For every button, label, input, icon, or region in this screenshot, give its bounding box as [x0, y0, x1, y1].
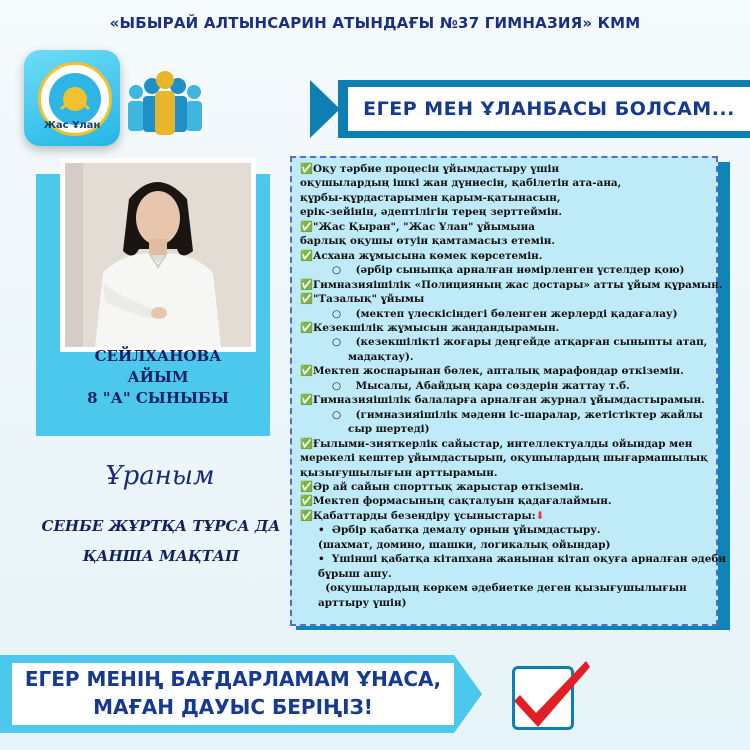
program-item: ✅Гимназияішілік балаларға арналған журнал ұйымдастырамын. [300, 394, 705, 407]
check-icon: ✅ [300, 495, 313, 508]
program-item: ✅Гимназияішілік «Полицияның жас достары» атты ұйым құрамын. [300, 278, 723, 291]
program-subitem: ○ (кезекшілікті жоғары деңгейде атқарған сыныпты атап, [332, 336, 708, 349]
program-bullet-item: • Әрбір қабатқа демалу орнын ұйымдастыру. [318, 524, 601, 537]
circle-bullet-icon: ○ [332, 379, 342, 392]
program-list: ✅Оқу тәрбие процесін ұйымдастыру үшін оқушылардың ішкі жан дүниесін, қабілетін ата-ана, құрбы-құрдастарымен қарым-қатынасын, ерік-зейінін, әдептілігін терең зерттеймін. ✅"Жас Қыран", "Жас Ұлан" ұйымына барлық оқушы өтуін қамтамасыз етемін. ✅Асхана жұмысына көмек көрсетемін. ○ (әрбір сыныпқа арналған нөмірленген үстелдер қою) ✅Гимназияішілік «Полицияның жас достары» атты ұйым құрамын. ✅"Тазалық" ұйымы ○ (мектеп үлескісіндегі бөленген жерлерді қадағалау) ✅Кезекшілік жұмысын жандандырамын. ○ (кезекшілікті жоғары деңгейде атқарған сыныпты атап, мадақтау). ✅Мектеп жоспарынан бөлек, апталық марафондар өткіземін. ○ Мысалы, Абайдың қара сөздерін жаттау т.б. ✅Гимназияішілік балаларға арналған журнал ұйымдастырамын. ○ (гимназияішілік мәдени іс-шаралар, жетістіктер жайлы сыр шертеді) ✅Ғылыми-зияткерлік сайыстар, интеллектуалды ойындар мен мерекелі кештер ұйымдастырып, оқушылардың шығармашылық қызығушылығын арттырамын. ✅Әр ай сайын спорттық жарыстар өткіземін. ✅Мектеп формасының сақталуын қадағалаймын. ✅Қабаттарды безендіру ұсыныстары:⬇ • Әрбір қабатқа демалу орнын ұйымдастыру. (шахмат, домино, шашки, логикалық ойындар) • Үшінші қабатқа кітапхана жанынан кітап оқуға арналған әдеби бұрыш ашу. (оқушылардың көркем әдебиетке деген қызығушылығын арттыру үшін) [300, 163, 726, 609]
candidate-firstname: АЙЫМ [127, 368, 189, 386]
check-icon: ✅ [300, 163, 313, 175]
candidate-photo [60, 158, 256, 352]
program-item: ✅Мектеп формасының сақталуын қадағалаймын. [300, 495, 612, 508]
program-banner-text: ЕГЕР МЕН ҰЛАНБАСЫ БОЛСАМ... [363, 98, 735, 120]
check-icon: ✅ [300, 321, 313, 334]
check-icon: ✅ [300, 278, 313, 291]
vote-banner-line-1: ЕГЕР МЕНІҢ БАҒДАРЛАМАМ ҰНАСА, [24, 667, 442, 691]
check-icon: ✅ [300, 365, 313, 378]
candidate-portrait [65, 163, 251, 347]
arrow-down-icon: ⬇ [535, 509, 545, 522]
candidate-class: 8 "А" СЫНЫБЫ [87, 389, 229, 407]
vote-banner-line-2: МАҒАН ДАУЫС БЕРІҢІЗ! [93, 695, 373, 719]
check-icon: ✅ [300, 480, 313, 493]
check-icon: ✅ [300, 394, 313, 407]
bullet-icon: • [318, 553, 325, 566]
vote-banner [0, 655, 482, 733]
program-bullet-item: • Үшінші қабатқа кітапхана жанынан кітап оқуға арналған әдеби [318, 553, 726, 566]
circle-bullet-icon: ○ [332, 408, 342, 421]
circle-bullet-icon: ○ [332, 336, 342, 349]
check-icon: ✅ [300, 220, 313, 233]
motto-line-2: ҚАНША МАҚТАП [82, 547, 240, 565]
program-banner [310, 80, 750, 138]
program-subitem: ○ (мектеп үлескісіндегі бөленген жерлерді қадағалау) [332, 307, 678, 320]
circle-bullet-icon: ○ [332, 307, 342, 320]
candidate-surname: СЕЙЛХАНОВА [94, 347, 222, 365]
program-item: ✅Мектеп жоспарынан бөлек, апталық марафондар өткіземін. [300, 365, 684, 378]
program-subitem: ○ (гимназияішілік мәдени іс-шаралар, жетістіктер жайлы [332, 408, 703, 421]
logo-label: Жас Ұлан [43, 120, 101, 131]
candidate-name [60, 346, 256, 409]
school-title: «ЫБЫРАЙ АЛТЫНСАРИН АТЫНДАҒЫ №37 ГИМНАЗИЯ» КММ [109, 14, 641, 32]
motto-heading: Ұраным [105, 461, 215, 491]
program-item: ✅Асхана жұмысына көмек көрсетемін. [300, 249, 543, 262]
circle-bullet-icon: ○ [332, 264, 342, 277]
program-item: ✅Қабаттарды безендіру ұсыныстары:⬇ [300, 509, 545, 522]
program-item: ✅Оқу тәрбие процесін ұйымдастыру үшін [300, 163, 560, 175]
motto-text [18, 511, 304, 571]
program-item: ✅"Тазалық" ұйымы [300, 293, 425, 306]
check-icon: ✅ [300, 249, 313, 262]
check-icon: ✅ [300, 437, 313, 450]
people-group-icon [122, 66, 208, 150]
program-subitem: ○ Мысалы, Абайдың қара сөздерін жаттау т.б. [332, 379, 630, 392]
program-item: ✅"Жас Қыран", "Жас Ұлан" ұйымына [300, 220, 535, 233]
red-checkmark-icon [506, 655, 596, 733]
check-icon: ✅ [300, 509, 313, 522]
program-item: ✅Ғылыми-зияткерлік сайыстар, интеллектуалды ойындар мен [300, 437, 693, 450]
check-icon: ✅ [300, 293, 313, 306]
motto-line-1: СЕНБЕ ЖҰРТҚА ТҰРСА ДА [41, 517, 281, 535]
program-item: ✅Кезекшілік жұмысын жандандырамын. [300, 321, 560, 334]
program-subitem: ○ (әрбір сыныпқа арналған нөмірленген үстелдер қою) [332, 264, 685, 277]
zhas-ulan-logo [24, 50, 120, 146]
program-item: ✅Әр ай сайын спорттық жарыстар өткіземін. [300, 480, 584, 493]
bullet-icon: • [318, 524, 325, 537]
